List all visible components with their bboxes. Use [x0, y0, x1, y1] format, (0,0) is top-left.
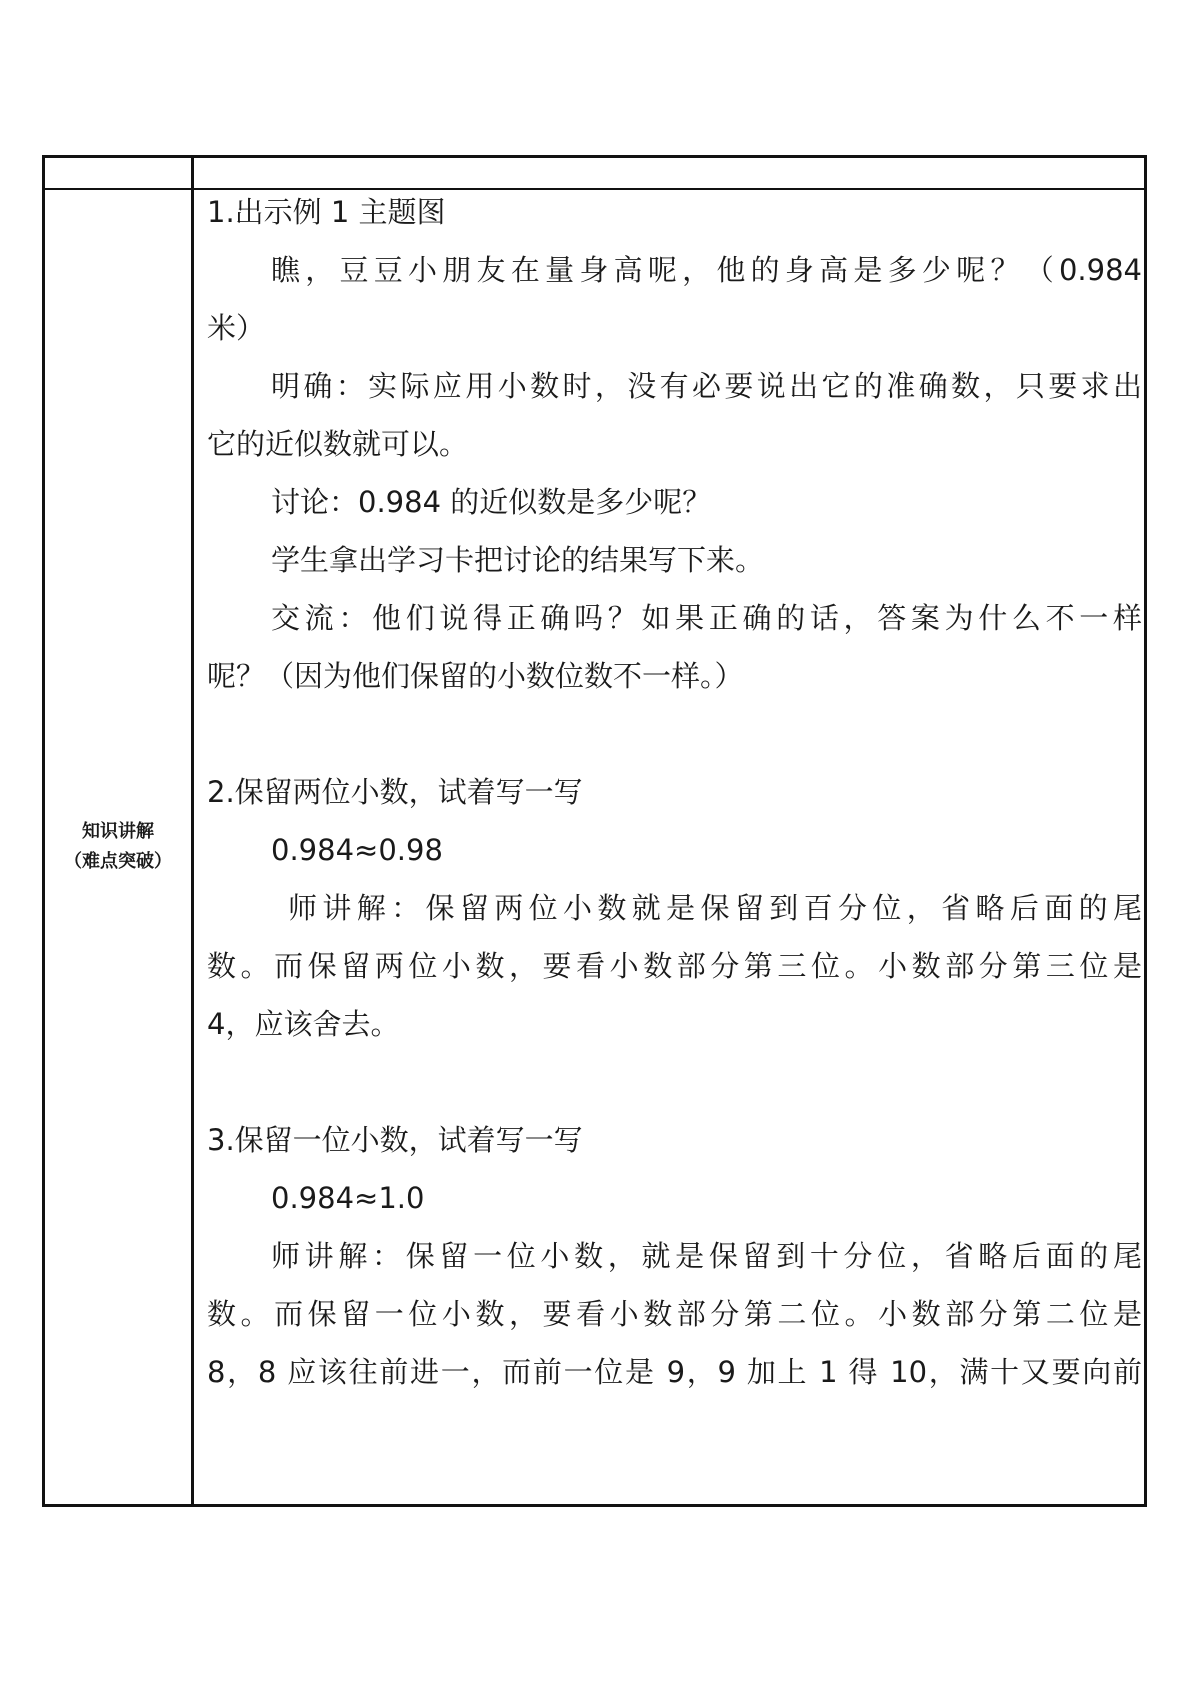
s1-paragraph-3: 讨论：0.984 的近似数是多少呢？	[271, 485, 712, 519]
header-row-divider	[45, 188, 1144, 190]
s3-paragraph-line-3: 8，8 应该往前进一，而前一位是 9，9 加上 1 得 10，满十又要向前	[207, 1355, 1142, 1389]
s1-paragraph-5-line-2: 呢？（因为他们保留的小数位数不一样。）	[207, 659, 744, 693]
s2-equation: 0.984≈0.98	[271, 833, 443, 867]
s1-paragraph-4: 学生拿出学习卡把讨论的结果写下来。	[271, 543, 765, 577]
s1-paragraph-2-line-1: 明确：实际应用小数时，没有必要说出它的准确数，只要求出	[271, 369, 1142, 403]
s3-paragraph-line-2: 数。而保留一位小数，要看小数部分第二位。小数部分第二位是	[207, 1297, 1142, 1331]
s1-paragraph-2-line-2: 它的近似数就可以。	[207, 427, 469, 461]
row-label-line1: 知识讲解	[82, 821, 154, 842]
lesson-table	[42, 155, 1147, 1507]
column-divider	[191, 158, 194, 1504]
s1-paragraph-1-line-1: 瞧，豆豆小朋友在量身高呢，他的身高是多少呢？（0.984	[271, 253, 1142, 287]
s2-paragraph-line-3: 4，应该舍去。	[207, 1007, 400, 1041]
section-3-title: 3.保留一位小数，试着写一写	[207, 1123, 583, 1157]
s3-paragraph-line-1: 师讲解：保留一位小数，就是保留到十分位，省略后面的尾	[271, 1239, 1142, 1273]
row-label-line2: （难点突破）	[64, 851, 172, 872]
s1-paragraph-1-line-2: 米）	[207, 311, 266, 345]
s2-paragraph-line-2: 数。而保留两位小数，要看小数部分第三位。小数部分第三位是	[207, 949, 1142, 983]
s2-paragraph-line-1: 师讲解：保留两位小数就是保留到百分位，省略后面的尾	[288, 891, 1142, 925]
row-label-cell	[45, 190, 191, 1504]
section-2-title: 2.保留两位小数，试着写一写	[207, 775, 583, 809]
s3-equation: 0.984≈1.0	[271, 1181, 425, 1215]
section-1-title: 1.出示例 1 主题图	[207, 195, 446, 229]
s1-paragraph-5-line-1: 交流：他们说得正确吗？如果正确的话，答案为什么不一样	[271, 601, 1142, 635]
